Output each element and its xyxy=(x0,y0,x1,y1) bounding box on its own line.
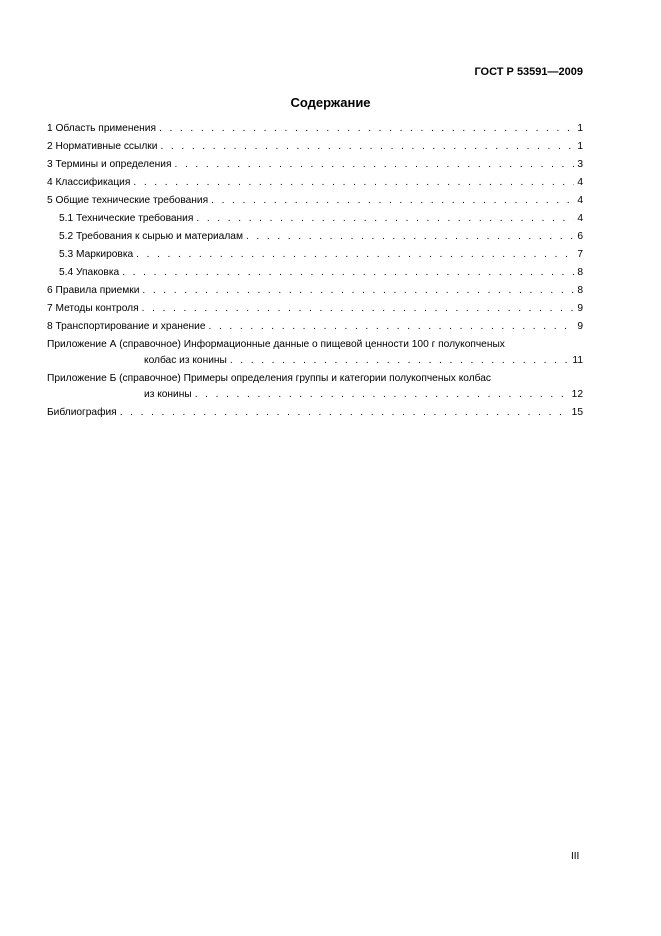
toc-page: 9 xyxy=(577,321,583,332)
toc-label: 6 Правила приемки xyxy=(47,285,140,296)
leader-dots xyxy=(160,138,574,156)
toc-page: 4 xyxy=(577,195,583,206)
leader-dots xyxy=(196,210,574,228)
standard-number: ГОСТ Р 53591—2009 xyxy=(474,66,583,78)
leader-dots xyxy=(195,386,569,404)
toc-entry[interactable] xyxy=(47,174,583,192)
toc-page: 4 xyxy=(577,177,583,188)
toc-entry[interactable] xyxy=(47,318,583,336)
page-number: III xyxy=(571,851,580,862)
appendix-entry[interactable] xyxy=(47,370,583,404)
leader-dots xyxy=(159,120,574,138)
leader-dots xyxy=(209,318,575,336)
toc-page: 11 xyxy=(572,355,583,366)
appendix-entry[interactable] xyxy=(47,336,583,370)
page-title: Содержание xyxy=(290,95,371,110)
toc-page: 7 xyxy=(577,249,583,260)
toc-entry[interactable] xyxy=(47,210,583,228)
toc-entry[interactable] xyxy=(47,156,583,174)
toc-entry[interactable] xyxy=(47,138,583,156)
leader-dots xyxy=(133,174,574,192)
leader-dots xyxy=(246,228,574,246)
leader-dots xyxy=(211,192,574,210)
toc-entry[interactable] xyxy=(47,192,583,210)
toc-label: 3 Термины и определения xyxy=(47,159,172,170)
toc-page: 4 xyxy=(577,213,583,224)
table-of-contents xyxy=(47,120,583,422)
toc-entry[interactable] xyxy=(47,264,583,282)
leader-dots xyxy=(230,352,570,370)
leader-dots xyxy=(136,246,574,264)
toc-label: 5 Общие технические требования xyxy=(47,195,209,206)
toc-page: 9 xyxy=(577,303,583,314)
toc-label: 5.1 Технические требования xyxy=(59,213,194,224)
toc-entry[interactable] xyxy=(47,228,583,246)
leader-dots xyxy=(142,282,574,300)
toc-page: 1 xyxy=(577,141,583,152)
bibliography-entry[interactable] xyxy=(47,404,583,422)
toc-label: 8 Транспортирование и хранение xyxy=(47,321,206,332)
toc-page: 3 xyxy=(577,159,583,170)
toc-page: 6 xyxy=(577,231,583,242)
toc-label: 1 Область применения xyxy=(47,123,156,134)
appendix-title: Приложение А (справочное) Информационные данные о пищевой ценности 100 г полукопченых xyxy=(47,339,505,350)
leader-dots xyxy=(142,300,575,318)
appendix-title-cont: колбас из конины xyxy=(144,355,227,366)
toc-label: 4 Классификация xyxy=(47,177,131,188)
toc-page: 8 xyxy=(577,267,583,278)
toc-page: 8 xyxy=(577,285,583,296)
toc-entry[interactable] xyxy=(47,300,583,318)
toc-page: 1 xyxy=(577,123,583,134)
appendix-title-cont: из конины xyxy=(144,389,192,400)
appendix-title: Приложение Б (справочное) Примеры определения группы и категории полукопченых колбас xyxy=(47,373,492,384)
toc-label: Библиография xyxy=(47,407,117,418)
toc-entry[interactable] xyxy=(47,120,583,138)
toc-entry[interactable] xyxy=(47,246,583,264)
toc-entry[interactable] xyxy=(47,282,583,300)
toc-label: 2 Нормативные ссылки xyxy=(47,141,158,152)
leader-dots xyxy=(174,156,574,174)
toc-page: 12 xyxy=(571,389,583,400)
toc-page: 15 xyxy=(571,407,583,418)
toc-label: 7 Методы контроля xyxy=(47,303,139,314)
toc-label: 5.4 Упаковка xyxy=(59,267,120,278)
leader-dots xyxy=(120,404,569,422)
toc-label: 5.2 Требования к сырью и материалам xyxy=(59,231,243,242)
leader-dots xyxy=(122,264,574,282)
toc-label: 5.3 Маркировка xyxy=(59,249,134,260)
